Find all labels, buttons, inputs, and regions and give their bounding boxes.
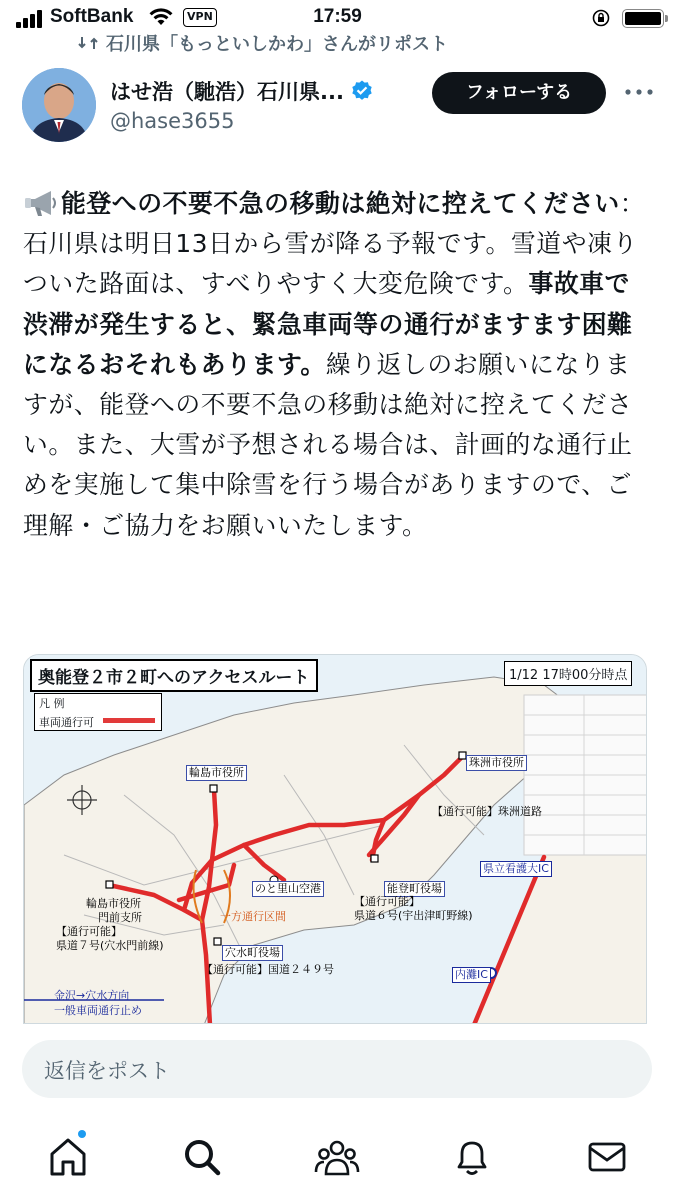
label-anamizu: 穴水町役場	[222, 945, 283, 961]
megaphone-icon	[23, 188, 59, 218]
label-kanazawa-direction: 金沢→穴水方向	[54, 989, 130, 1002]
avatar[interactable]	[22, 68, 96, 142]
tab-notifications[interactable]	[449, 1134, 495, 1180]
label-route7-status: 【通行可能】	[56, 925, 122, 938]
label-monzen-branch: 門前支所	[98, 911, 142, 924]
repost-indicator[interactable]	[78, 30, 448, 56]
avatar-image	[22, 68, 96, 142]
follow-button[interactable]: フォローする	[432, 72, 606, 114]
legend-route-swatch	[103, 718, 155, 723]
clock: 17:59	[313, 6, 362, 27]
bottom-tab-bar	[0, 1120, 675, 1200]
more-options-icon[interactable]	[622, 80, 656, 104]
carrier-name: SoftBank	[50, 6, 134, 27]
legend-item: 車両通行可	[39, 716, 94, 729]
rotation-lock-icon	[592, 9, 610, 27]
tab-home[interactable]	[45, 1134, 91, 1180]
label-suzu-city: 珠洲市役所	[466, 755, 527, 771]
reply-placeholder: 返信をポスト	[44, 1059, 170, 1083]
label-monzen-office: 輪島市役所	[86, 897, 141, 910]
tweet-text-part-1: ：石川県は明日13日から雪が降る予報です。雪道や凍りついた路面は、すべりやすく大変危険です。	[23, 189, 646, 299]
search-icon	[179, 1134, 225, 1180]
label-uchinada-ic: 内灘IC	[452, 967, 491, 983]
author-display-name: はせ浩（馳浩）石川県...	[110, 80, 344, 104]
home-unread-dot	[78, 1130, 86, 1138]
vpn-badge: VPN	[183, 8, 217, 27]
repost-text: 石川県「もっといしかわ」さんがリポスト	[106, 34, 448, 55]
label-route6-status: 【通行可能】	[354, 895, 420, 908]
author-handle[interactable]: @hase3655	[110, 109, 235, 133]
label-suzu-road: 【通行可能】珠洲道路	[432, 805, 542, 818]
label-route249: 【通行可能】国道２４９号	[202, 963, 334, 976]
map-title: 奥能登２市２町へのアクセスルート	[30, 659, 318, 692]
author-name[interactable]	[110, 76, 374, 106]
tab-messages[interactable]	[584, 1134, 630, 1180]
label-one-way: 一方通行区間	[220, 910, 286, 923]
home-icon	[45, 1134, 91, 1180]
legend-title: 凡 例	[39, 697, 65, 710]
label-noto-airport: のと里山空港	[252, 881, 324, 897]
tweet-media-map[interactable]	[23, 654, 647, 1024]
label-route6-name: 県道６号(宇出津町野線)	[354, 909, 473, 922]
tab-search[interactable]	[179, 1134, 225, 1180]
label-noto-town: 能登町役場	[384, 881, 445, 897]
mail-icon	[584, 1134, 630, 1180]
battery-tip	[665, 15, 668, 22]
verified-badge-icon	[350, 79, 374, 103]
tweet-bold-heading: 能登への不要不急の移動は絶対に控えてください	[61, 189, 620, 218]
tweet-text-part-2: 繰り返しのお願いになりますが、能登への不要不急の移動は絶対に控えてください。また、大雪が予想される場合は、計画的な通行止めを実施して集中除雪を行う場合がありますので、ご理解・ご協力をお願いいたします。	[23, 349, 633, 540]
reply-input[interactable]	[22, 1040, 652, 1098]
label-closed-traffic: 一般車両通行止め	[54, 1004, 142, 1017]
communities-icon	[314, 1134, 360, 1180]
label-wajima-city: 輪島市役所	[186, 765, 247, 781]
tweet-bold-middle: 事故車で渋滞が発生すると、緊急車両等の通行がますます困難になるおそれもあります。	[23, 269, 633, 379]
label-nursing-univ-ic: 県立看護大IC	[480, 861, 552, 877]
map-legend	[34, 693, 162, 731]
map-date: 1/12 17時00分時点	[504, 661, 632, 686]
tab-communities[interactable]	[314, 1134, 360, 1180]
label-route7-name: 県道７号(穴水門前線)	[56, 939, 164, 952]
bell-icon	[449, 1134, 495, 1180]
battery-icon	[622, 9, 664, 28]
tweet-text	[23, 184, 653, 546]
repost-icon	[78, 35, 98, 51]
